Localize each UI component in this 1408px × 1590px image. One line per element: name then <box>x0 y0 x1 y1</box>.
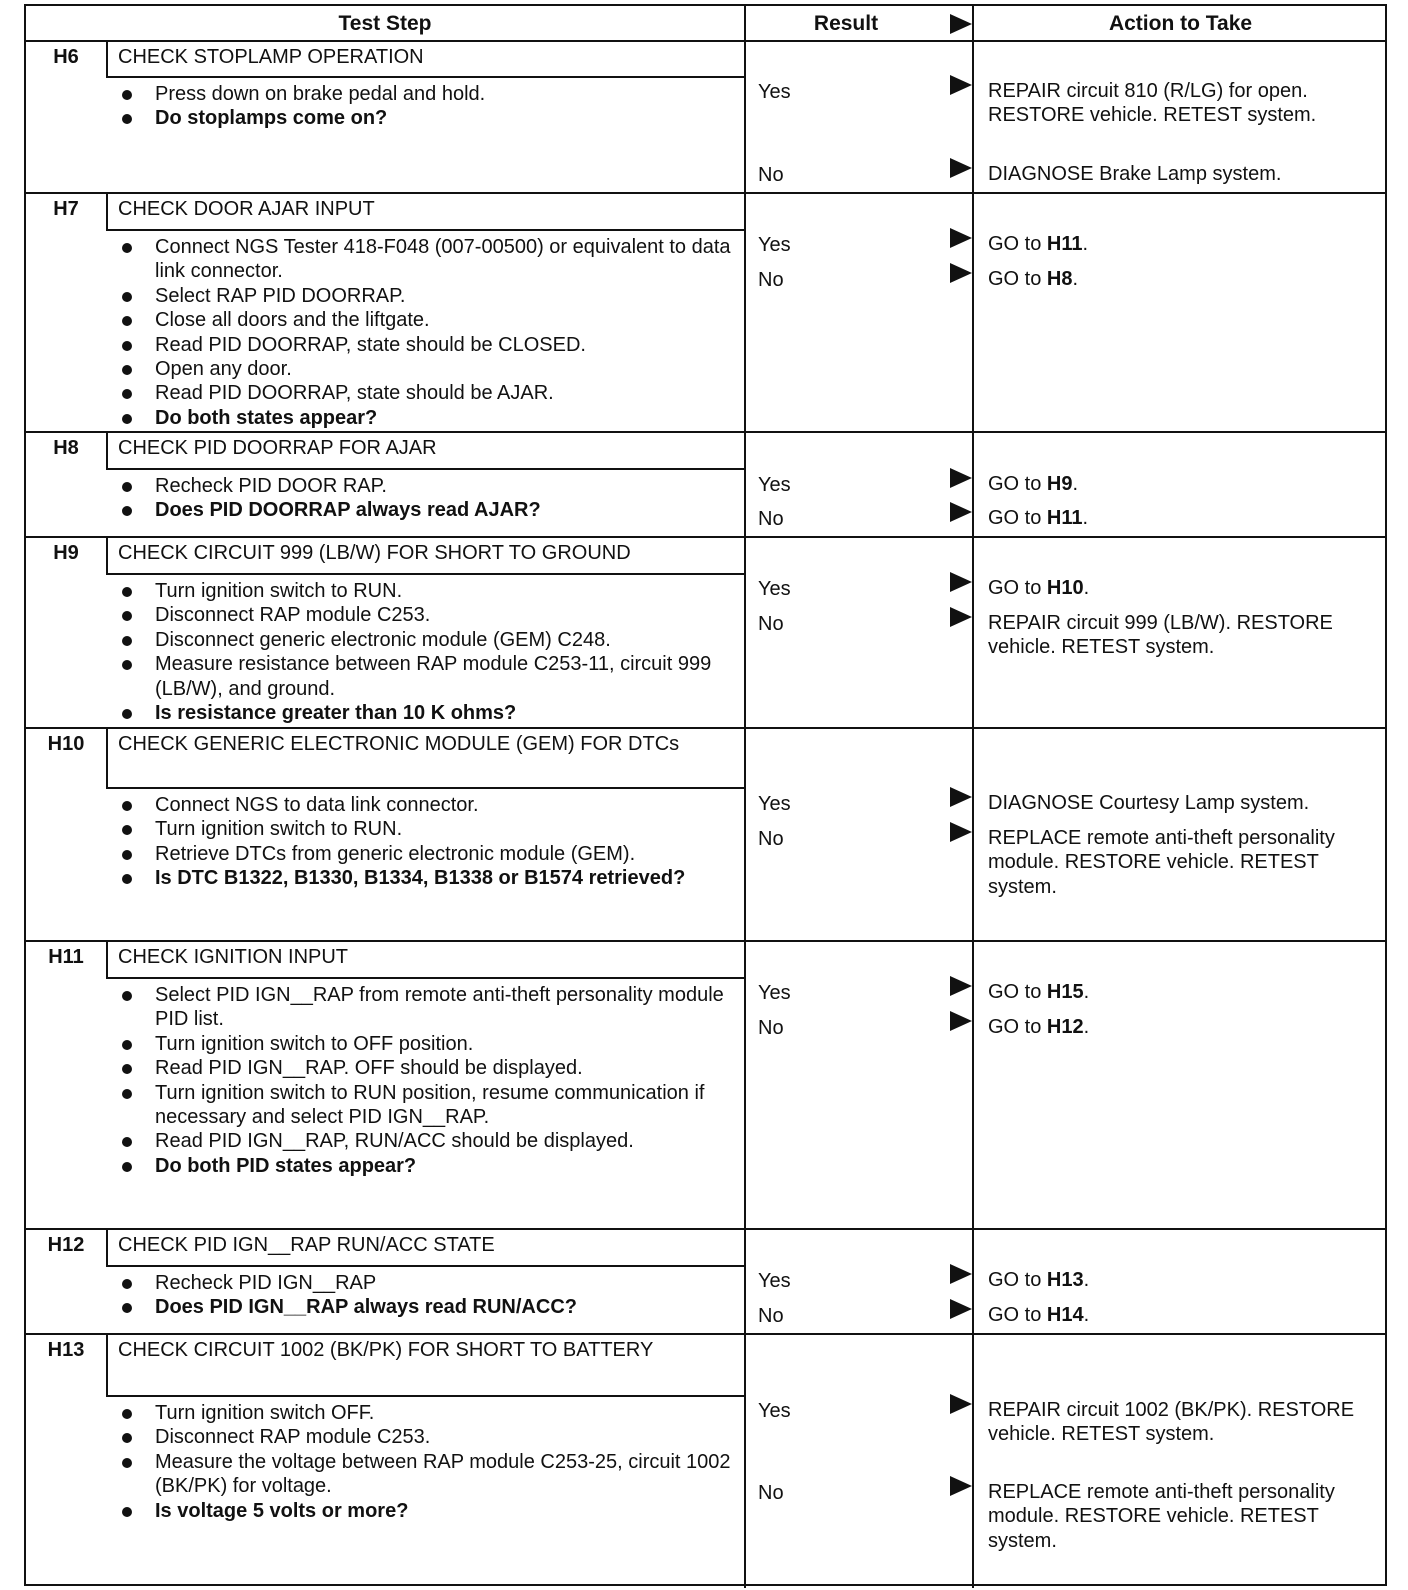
action-text: GO to H15. <box>988 981 1090 1003</box>
step-bullet: Turn ignition switch to RUN position, resume communication if necessary and select PID IGN__RAP. <box>122 1081 752 1130</box>
result-yes: Yes <box>758 474 791 496</box>
step-bullet: Select RAP PID DOORRAP. <box>122 284 752 308</box>
result-no: No <box>758 508 784 530</box>
step-bullet: Recheck PID IGN__RAP <box>122 1271 752 1295</box>
step-question: Is resistance greater than 10 K ohms? <box>122 701 752 725</box>
step-bullet: Open any door. <box>122 357 752 381</box>
step-id-divider <box>106 536 108 573</box>
action-text: GO to H11. <box>988 507 1089 529</box>
result-no: No <box>758 828 784 850</box>
step-bullet: Measure the voltage between RAP module C253-25, circuit 1002 (BK/PK) for voltage. <box>122 1450 752 1499</box>
step-divider <box>26 1333 1385 1335</box>
step-id-divider <box>106 940 108 977</box>
step-bullet: Read PID DOORRAP, state should be AJAR. <box>122 381 752 405</box>
result-no: No <box>758 613 784 635</box>
step-divider <box>26 536 1385 538</box>
step-bullet: Recheck PID DOOR RAP. <box>122 474 752 498</box>
step-bullet-list <box>122 474 752 523</box>
result-arrow-icon <box>950 468 972 488</box>
step-id: H8 <box>53 437 79 459</box>
action-step-ref: H9 <box>1046 473 1073 495</box>
step-bullet-list <box>122 983 752 1178</box>
step-id-divider <box>106 40 108 76</box>
step-title-divider <box>106 229 744 231</box>
diagnostic-table <box>24 4 1387 1586</box>
step-bullet: Retrieve DTCs from generic electronic module (GEM). <box>122 842 752 866</box>
action-label: GO to <box>988 577 1047 599</box>
result-yes: Yes <box>758 793 791 815</box>
step-bullet: Connect NGS Tester 418-F048 (007-00500) or equivalent to data link connector. <box>122 235 752 284</box>
action-label: DIAGNOSE Courtesy Lamp system. <box>988 792 1310 814</box>
step-bullet: Disconnect generic electronic module (GEM) C248. <box>122 628 752 652</box>
action-step-ref: H12 <box>1046 1016 1084 1038</box>
step-bullet-list <box>122 579 752 725</box>
header-divider <box>26 40 1385 42</box>
action-text <box>988 1480 1384 1553</box>
action-text <box>988 1398 1384 1447</box>
step-title-divider <box>106 1265 744 1267</box>
step-bullet-list <box>122 1271 752 1320</box>
result-no: No <box>758 1482 784 1504</box>
step-divider <box>26 192 1385 194</box>
action-label: GO to <box>988 981 1047 1003</box>
action-text <box>988 79 1384 128</box>
action-label: GO to <box>988 1304 1047 1326</box>
step-question: Is DTC B1322, B1330, B1334, B1338 or B1574 retrieved? <box>122 866 752 890</box>
result-yes: Yes <box>758 81 791 103</box>
step-title: CHECK CIRCUIT 1002 (BK/PK) FOR SHORT TO BATTERY <box>118 1339 654 1361</box>
step-bullet: Disconnect RAP module C253. <box>122 603 752 627</box>
action-label: GO to <box>988 268 1047 290</box>
action-text: GO to H10. <box>988 577 1090 599</box>
action-step-ref: H8 <box>1046 268 1073 290</box>
step-divider <box>26 1228 1385 1230</box>
step-question: Do stoplamps come on? <box>122 106 752 130</box>
step-bullet: Turn ignition switch to OFF position. <box>122 1032 752 1056</box>
step-id-divider <box>106 727 108 787</box>
step-bullet: Close all doors and the liftgate. <box>122 308 752 332</box>
step-bullet: Measure resistance between RAP module C253-11, circuit 999 (LB/W), and ground. <box>122 652 752 701</box>
action-label: REPLACE remote anti-theft personality module. RESTORE vehicle. RETEST system. <box>988 827 1335 898</box>
step-id-divider <box>106 1333 108 1395</box>
action-label: GO to <box>988 233 1047 255</box>
header-action: Action to Take <box>1108 12 1253 35</box>
action-label: REPAIR circuit 999 (LB/W). RESTORE vehicle. RETEST system. <box>988 612 1333 659</box>
header-test-step: Test Step <box>338 12 432 35</box>
result-no: No <box>758 164 784 186</box>
step-title-divider <box>106 977 744 979</box>
step-id: H6 <box>53 46 79 68</box>
result-arrow-icon <box>950 607 972 627</box>
result-no: No <box>758 269 784 291</box>
action-step-ref: H15 <box>1046 981 1084 1003</box>
result-arrow-icon <box>950 822 972 842</box>
action-step-ref: H14 <box>1046 1304 1084 1326</box>
result-yes: Yes <box>758 578 791 600</box>
action-text <box>988 826 1384 899</box>
column-divider-action <box>972 6 974 1588</box>
step-question: Do both states appear? <box>122 406 752 430</box>
action-label: GO to <box>988 1016 1047 1038</box>
result-arrow-icon <box>950 263 972 283</box>
step-title: CHECK IGNITION INPUT <box>118 946 349 968</box>
action-step-ref: H13 <box>1046 1269 1084 1291</box>
result-yes: Yes <box>758 982 791 1004</box>
step-bullet: Read PID IGN__RAP, RUN/ACC should be displayed. <box>122 1129 752 1153</box>
step-id-divider <box>106 1228 108 1265</box>
action-text: GO to H14. <box>988 1304 1090 1326</box>
step-title-divider <box>106 1395 744 1397</box>
result-arrow-icon <box>950 1394 972 1414</box>
step-title: CHECK PID DOORRAP FOR AJAR <box>118 437 437 459</box>
step-bullet: Connect NGS to data link connector. <box>122 793 752 817</box>
step-title: CHECK CIRCUIT 999 (LB/W) FOR SHORT TO GROUND <box>118 542 631 564</box>
step-title: CHECK STOPLAMP OPERATION <box>118 46 424 68</box>
action-text <box>988 791 1384 815</box>
action-label: REPAIR circuit 1002 (BK/PK). RESTORE vehicle. RETEST system. <box>988 1399 1355 1446</box>
step-bullet: Disconnect RAP module C253. <box>122 1425 752 1449</box>
result-arrow-icon <box>950 1476 972 1496</box>
result-arrow-icon <box>950 502 972 522</box>
action-label: GO to <box>988 473 1047 495</box>
result-arrow-icon <box>950 787 972 807</box>
action-step-ref: H11 <box>1046 233 1083 255</box>
result-yes: Yes <box>758 1400 791 1422</box>
step-id: H9 <box>53 542 79 564</box>
step-id: H12 <box>47 1234 85 1256</box>
step-bullet: Turn ignition switch OFF. <box>122 1401 752 1425</box>
action-step-ref: H10 <box>1046 577 1084 599</box>
step-question: Do both PID states appear? <box>122 1154 752 1178</box>
step-bullet-list <box>122 1401 752 1523</box>
step-bullet-list <box>122 793 752 891</box>
action-label: REPAIR circuit 810 (R/LG) for open. RESTORE vehicle. RETEST system. <box>988 80 1317 127</box>
step-bullet-list <box>122 82 752 131</box>
result-arrow-icon <box>950 158 972 178</box>
action-step-ref: H11 <box>1046 507 1083 529</box>
step-title: CHECK DOOR AJAR INPUT <box>118 198 375 220</box>
result-arrow-icon <box>950 1011 972 1031</box>
result-arrow-icon <box>950 1264 972 1284</box>
step-divider <box>26 727 1385 729</box>
step-divider <box>26 940 1385 942</box>
step-id-divider <box>106 431 108 468</box>
action-label: GO to <box>988 1269 1047 1291</box>
step-bullet: Select PID IGN__RAP from remote anti-theft personality module PID list. <box>122 983 752 1032</box>
result-no: No <box>758 1017 784 1039</box>
step-id: H13 <box>47 1339 85 1361</box>
step-bullet: Turn ignition switch to RUN. <box>122 817 752 841</box>
result-arrow-icon <box>950 75 972 95</box>
step-question: Is voltage 5 volts or more? <box>122 1499 752 1523</box>
action-text: GO to H8. <box>988 268 1079 290</box>
result-yes: Yes <box>758 234 791 256</box>
action-text: GO to H13. <box>988 1269 1090 1291</box>
action-text: GO to H9. <box>988 473 1079 495</box>
result-arrow-icon <box>950 1299 972 1319</box>
step-title: CHECK GENERIC ELECTRONIC MODULE (GEM) FOR DTCs <box>118 733 680 755</box>
action-label: GO to <box>988 507 1047 529</box>
action-text: GO to H12. <box>988 1016 1090 1038</box>
header-arrow-icon <box>950 14 972 34</box>
step-bullet: Read PID IGN__RAP. OFF should be displayed. <box>122 1056 752 1080</box>
step-title-divider <box>106 787 744 789</box>
result-yes: Yes <box>758 1270 791 1292</box>
step-title-divider <box>106 468 744 470</box>
header-result: Result <box>813 12 879 35</box>
step-divider <box>26 431 1385 433</box>
action-label: DIAGNOSE Brake Lamp system. <box>988 163 1282 185</box>
action-text <box>988 611 1384 660</box>
step-bullet: Read PID DOORRAP, state should be CLOSED. <box>122 333 752 357</box>
action-text: GO to H11. <box>988 233 1089 255</box>
step-title-divider <box>106 76 744 78</box>
step-question: Does PID DOORRAP always read AJAR? <box>122 498 752 522</box>
step-title: CHECK PID IGN__RAP RUN/ACC STATE <box>118 1234 495 1256</box>
step-id: H11 <box>48 946 84 968</box>
step-bullet: Turn ignition switch to RUN. <box>122 579 752 603</box>
step-bullet-list <box>122 235 752 430</box>
step-id: H10 <box>47 733 85 755</box>
step-title-divider <box>106 573 744 575</box>
step-id-divider <box>106 192 108 229</box>
action-text <box>988 162 1384 186</box>
result-no: No <box>758 1305 784 1327</box>
result-arrow-icon <box>950 228 972 248</box>
result-arrow-icon <box>950 572 972 592</box>
step-bullet: Press down on brake pedal and hold. <box>122 82 752 106</box>
action-label: REPLACE remote anti-theft personality module. RESTORE vehicle. RETEST system. <box>988 1481 1335 1552</box>
step-id: H7 <box>53 198 79 220</box>
result-arrow-icon <box>950 976 972 996</box>
step-question: Does PID IGN__RAP always read RUN/ACC? <box>122 1295 752 1319</box>
